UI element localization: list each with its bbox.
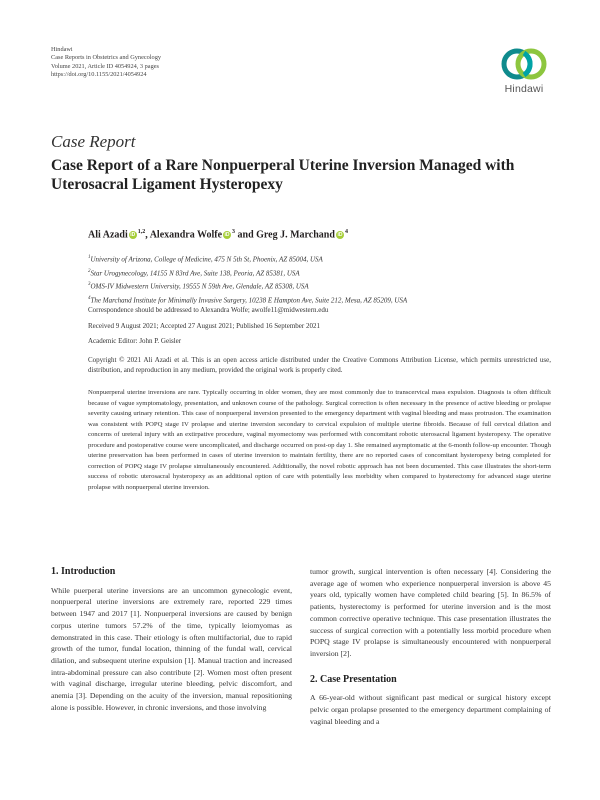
- left-column: [51, 566, 292, 713]
- section-heading: 1. Introduction: [51, 566, 116, 577]
- orcid-icon[interactable]: iD: [337, 232, 343, 239]
- body-paragraph: A 66-year-old without significant past medical or surgical history except pelvic organ prolapse presented to the emergency department complaining of vaginal bleeding and a: [310, 693, 551, 726]
- section-heading: 2. Case Presentation: [310, 673, 397, 685]
- body-paragraph: While puerperal uterine inversions are an uncommon gynecologic event, nonpuerperal uterine inversions are extremely rare, reported 229 times between 1947 and 2017 [1]. Nonpuerperal inversions are caused by benign corpus uterine tumors 57.2% of the time, typically leiomyomas as demonstrated in this case. Their etiology is often multifactorial, due to rapid growth of the tumor, fundal location, thinning of the fundal wall, cervical dilation, and subsequent uterine expulsion [1]. Manual traction and increased intra-abdominal pressure can also contribute [2]. Women most often present with vaginal discharge, irregular uterine bleeding, pelvic discomfort, and anemia [3]. Depending on the acuity of the inversion, manual repositioning alone is possible. However, in chronic inversions, and those involving: [51, 585, 292, 712]
- journal-volume: Volume 2021, Article ID 4054924, 3 pages: [51, 62, 159, 70]
- orcid-icon[interactable]: iD: [130, 232, 136, 239]
- logo-wordmark: Hindawi: [504, 83, 544, 95]
- hindawi-logo-icon: [501, 46, 547, 82]
- journal-meta: [51, 46, 161, 79]
- author-name: Greg J. Marchand: [256, 229, 335, 241]
- author-name: Alexandra Wolfe: [149, 229, 223, 241]
- body-paragraph: tumor growth, surgical intervention is often necessary [4]. Considering the average age of women who experience nonpuerperal inversion is above 45 years old, typically women have completed child bearing [5]. In 86.5% of patients, hysterectomy is performed for uterine inversion and is the most common corrective operative technique. This case presentation illustrates the success of surgical correction with a potentially less morbid procedure when POPQ stage IV prolapse is simultaneously encountered with nonpuerperal inversion [2].: [310, 567, 551, 658]
- dates-line: Received 9 August 2021; Accepted 27 August 2021; Published 16 September 2021: [88, 322, 320, 330]
- author-name: Ali Azadi: [88, 229, 128, 241]
- doi-link[interactable]: https://doi.org/10.1155/2021/4054924: [51, 70, 147, 78]
- right-column: [310, 566, 551, 727]
- affiliation-list: [88, 252, 407, 306]
- author-affiliation: 1,2: [137, 229, 146, 235]
- affiliation-item: $^3$OMS-IV Midwestern University, 19555 N 59th Ave, Glendale, AZ 85308, USA: [88, 282, 309, 291]
- hindawi-logo: [496, 46, 552, 95]
- publisher-name: Hindawi: [51, 46, 73, 53]
- correspondence-line: Correspondence should be addressed to Alexandra Wolfe; awolfe11@midwestern.edu: [88, 306, 329, 314]
- license-statement: Copyright © 2021 Ali Azadi et al. This is an open access article distributed under the Creative Commons Attribution License, which permits unrestricted use, distribution, and reproduction in any medium, provided the original work is properly cited.: [88, 356, 551, 375]
- author-affiliation: 4: [344, 229, 348, 235]
- affiliation-item: $^2$Star Urogynecology, 14155 N 83rd Ave, Suite 138, Peoria, AZ 85381, USA: [88, 268, 300, 277]
- author-list: Ali Azadi iD$^{1,2}$, Alexandra Wolfe $iD^3$ and Greg J. Marchand $iD^4$: [88, 229, 348, 241]
- author-affiliation: 3: [232, 229, 236, 235]
- article-type: Case Report: [51, 132, 136, 151]
- editor-line: Academic Editor: John P. Geisler: [88, 337, 182, 345]
- journal-name: Case Reports in Obstetrics and Gynecology: [51, 54, 161, 62]
- article-title: Case Report of a Rare Nonpuerperal Uterine Inversion Managed with Uterosacral Ligament Hysteropexy: [51, 157, 515, 193]
- abstract: Nonpuerperal uterine inversions are rare. Typically occurring in older women, they are most commonly due to transcervical mass expulsion. Diagnosis is often difficult because of vague symptomatology, presentation, and unknown course of the pathology. Surgical correction is often necessary in the presence of active bleeding or prolapse severity causing urinary retention. This case of nonpuerperal inversion presented to the emergency department with vaginal bleeding and mass protrusion. The examination was consistent with POPQ stage IV prolapse and uterine inversion secondary to cervical expulsion of multiple uterine fibroids. Because of full cervical dilation and concerns of ureteral injury with an extirpative procedure, vaginal myomectomy was performed with concomitant robotic uterosacral ligament hysteropexy. The operative procedure and postoperative course were uncomplicated, and discharge occurred on post-op day 1. She remained asymptomatic at the 6-month follow-up encounter. Though uterine preservation has been performed in cases of uterine inversion to maintain fertility, there are no reported cases of concomitant hysteropexy being completed for correction of POPQ stage IV prolapse simultaneously encountered. Additionally, the novel robotic approach has not been documented. This case illustrates the short-term success of robotic uterosacral hysteropexy as an additional option of care with potentially less morbidity when compared to hysterectomy for advanced stage uterine prolapse with nonpuerperal uterine inversion.: [88, 389, 551, 491]
- affiliation-item: $^4$The Marchand Institute for Minimally Invasive Surgery, 10238 E Hampton Ave, Suite 212, Mesa, AZ 85209, USA: [88, 295, 408, 304]
- affiliation-item: $^1$University of Arizona, College of Medicine, 475 N 5th St, Phoenix, AZ 85004, USA: [88, 255, 323, 264]
- orcid-icon[interactable]: iD: [224, 232, 230, 239]
